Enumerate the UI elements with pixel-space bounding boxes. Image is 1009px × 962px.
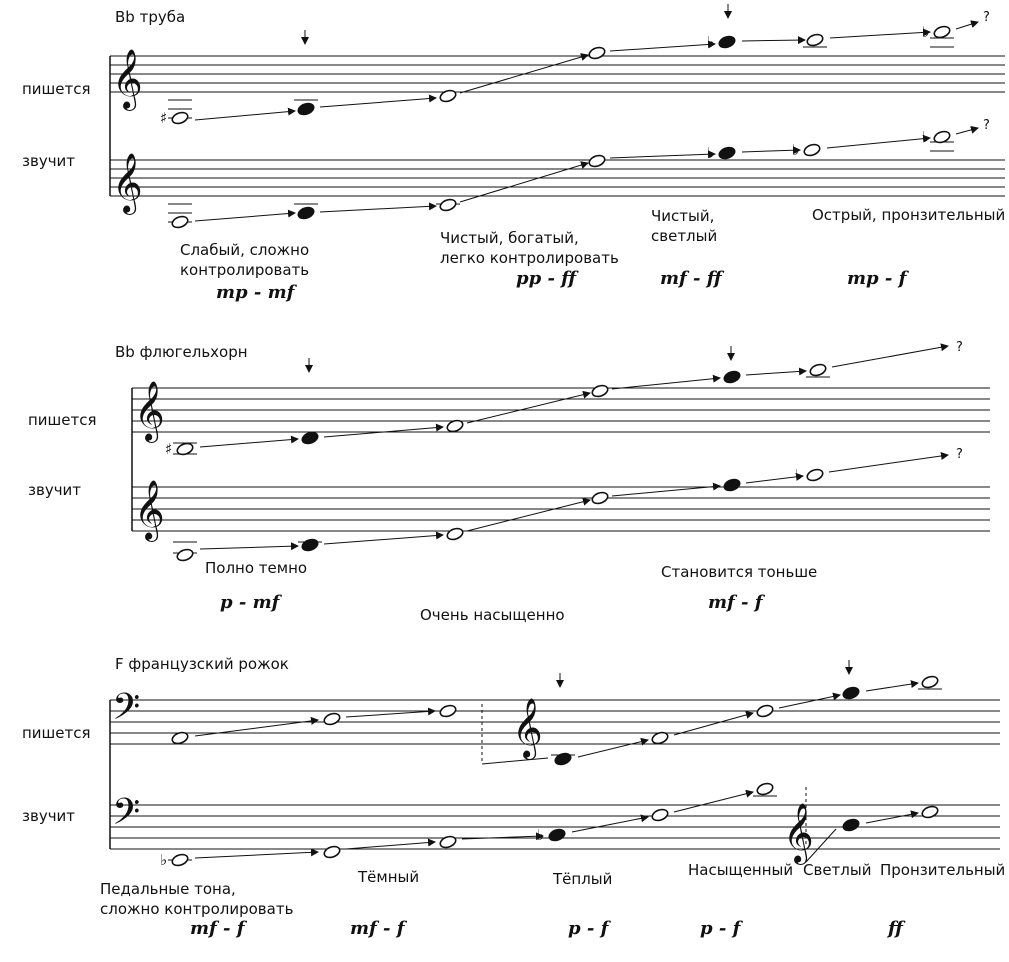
bass-clef: 𝄢: [112, 791, 141, 842]
connector-arrow: [195, 111, 295, 120]
question-mark: ?: [983, 118, 990, 133]
sharp-sign: ♯: [165, 440, 173, 458]
connector-arrow: [578, 740, 648, 757]
dynamic-marking: mp - f: [847, 268, 907, 289]
description: Полно темно: [205, 559, 308, 577]
note-head: [651, 808, 669, 823]
note-head: [171, 111, 189, 126]
connector-arrow: [195, 213, 295, 221]
connector-arrow: [320, 98, 436, 107]
connector-arrow: [746, 371, 806, 375]
note-head: [297, 102, 315, 117]
dynamic-marking: mp - mf: [216, 282, 295, 303]
note-head: [554, 752, 572, 767]
note-head: [921, 805, 939, 820]
dynamic-marking: mf - f: [190, 918, 245, 939]
connector-arrow: [572, 817, 648, 832]
dynamic-marking: pp - ff: [516, 268, 577, 289]
note-head: [723, 478, 741, 493]
description: Светлый: [803, 861, 872, 879]
written-label: пишется: [28, 411, 97, 429]
description: Становится тоньше: [661, 563, 818, 581]
dynamic-marking: mf - f: [350, 918, 405, 939]
note-head: [842, 686, 860, 701]
note-head: [176, 548, 194, 563]
connector-arrow: [827, 138, 930, 148]
section-title: Bb труба: [115, 8, 186, 26]
note-head: [439, 89, 457, 104]
connector-arrow: [467, 393, 590, 423]
sharp-sign: ♯: [160, 109, 168, 127]
connector-arrow: [320, 206, 436, 212]
note-head: [806, 468, 824, 483]
flat-sign: ♭: [792, 141, 800, 159]
connector-arrow: [324, 535, 443, 544]
description: Очень насыщенно: [420, 606, 565, 624]
connector-arrow: [612, 378, 720, 389]
note-head: [588, 154, 606, 169]
note-head: [718, 146, 736, 161]
note-head: [297, 206, 315, 221]
note-head: [439, 198, 457, 213]
dynamic-marking: ff: [888, 918, 903, 939]
bass-clef: 𝄢: [112, 686, 141, 737]
clefs: [112, 49, 814, 865]
connector-arrow: [610, 154, 715, 158]
note-head: [723, 370, 741, 385]
treble-clef: 𝄞: [134, 480, 165, 540]
connector-arrow: [779, 695, 840, 708]
connector-arrow: [674, 792, 753, 812]
note-head: [803, 143, 821, 158]
written-label: пишется: [22, 80, 91, 98]
note-head: [548, 828, 566, 843]
sounding-label: звучит: [22, 152, 76, 170]
treble-clef: 𝄞: [112, 49, 143, 109]
flat-sign: ♭: [922, 23, 930, 41]
connector-arrow: [832, 346, 948, 367]
flat-sign: ♭: [160, 851, 168, 869]
treble-clef: 𝄞: [783, 803, 814, 863]
note-head: [921, 675, 939, 690]
connector-arrow: [610, 44, 715, 51]
note-head: [806, 33, 824, 48]
note-head: [809, 363, 827, 378]
flat-sign: ♭: [795, 466, 803, 484]
note-head: [439, 835, 457, 850]
connector-arrow: [866, 683, 918, 691]
question-mark: ?: [956, 340, 963, 355]
connector-arrow: [829, 455, 948, 472]
note-head: [301, 538, 319, 553]
note-head: [301, 431, 319, 446]
note-head: [756, 782, 774, 797]
dynamic-marking: mf - f: [708, 592, 763, 613]
flat-sign: ♭: [707, 144, 715, 162]
connector-arrow: [830, 32, 930, 38]
notes: [160, 23, 954, 869]
connector-arrow: [956, 22, 978, 29]
connector-arrow: [742, 40, 805, 41]
note-head: [591, 384, 609, 399]
description: Чистый, светлый: [651, 207, 718, 245]
description: Острый, пронзительный: [812, 206, 1006, 224]
connector-arrow: [467, 500, 590, 531]
note-head: [591, 491, 609, 506]
section-title: F французский рожок: [115, 655, 289, 673]
connector-arrow: [346, 842, 435, 849]
treble-clef: 𝄞: [112, 153, 143, 213]
dynamic-marking: p - f: [700, 918, 741, 939]
flat-sign: ♭: [707, 33, 715, 51]
connector-arrow: [346, 711, 435, 717]
sounding-label: звучит: [22, 807, 76, 825]
connector-arrow: [200, 546, 298, 549]
note-head: [323, 712, 341, 727]
written-label: пишется: [22, 724, 91, 742]
section-title: Bb флюгельхорн: [115, 343, 248, 361]
note-head: [446, 527, 464, 542]
connector-arrow: [866, 813, 918, 823]
connector-line: [482, 758, 548, 764]
description: Слабый, сложно контролировать: [180, 241, 310, 279]
description: Педальные тона, сложно контролировать: [100, 880, 294, 918]
treble-clef: 𝄞: [512, 698, 543, 758]
question-mark: ?: [956, 447, 963, 462]
note-head: [323, 845, 341, 860]
dynamic-marking: p - mf: [220, 592, 280, 613]
connector-arrow: [956, 128, 978, 134]
connector-arrow: [674, 713, 753, 735]
note-head: [718, 35, 736, 50]
connector-arrow: [200, 439, 298, 447]
connector-arrow: [195, 852, 318, 858]
note-head: [588, 46, 606, 61]
description: Насыщенный: [688, 861, 794, 879]
description: Тёплый: [553, 870, 613, 888]
note-head: [171, 215, 189, 230]
dynamic-marking: p - f: [568, 918, 609, 939]
note-head: [171, 853, 189, 868]
description: Тёмный: [358, 868, 420, 886]
treble-clef: 𝄞: [134, 381, 165, 441]
flat-sign: ♭: [537, 826, 545, 844]
question-mark: ?: [983, 10, 990, 25]
flat-sign: ♭: [922, 128, 930, 146]
sounding-label: звучит: [28, 481, 82, 499]
note-head: [756, 704, 774, 719]
dynamic-marking: mf - ff: [660, 268, 722, 289]
description: Пронзительный: [880, 861, 1006, 879]
note-head: [842, 818, 860, 833]
note-head: [439, 704, 457, 719]
description: Чистый, богатый, легко контролировать: [440, 229, 619, 267]
note-head: [933, 25, 951, 40]
